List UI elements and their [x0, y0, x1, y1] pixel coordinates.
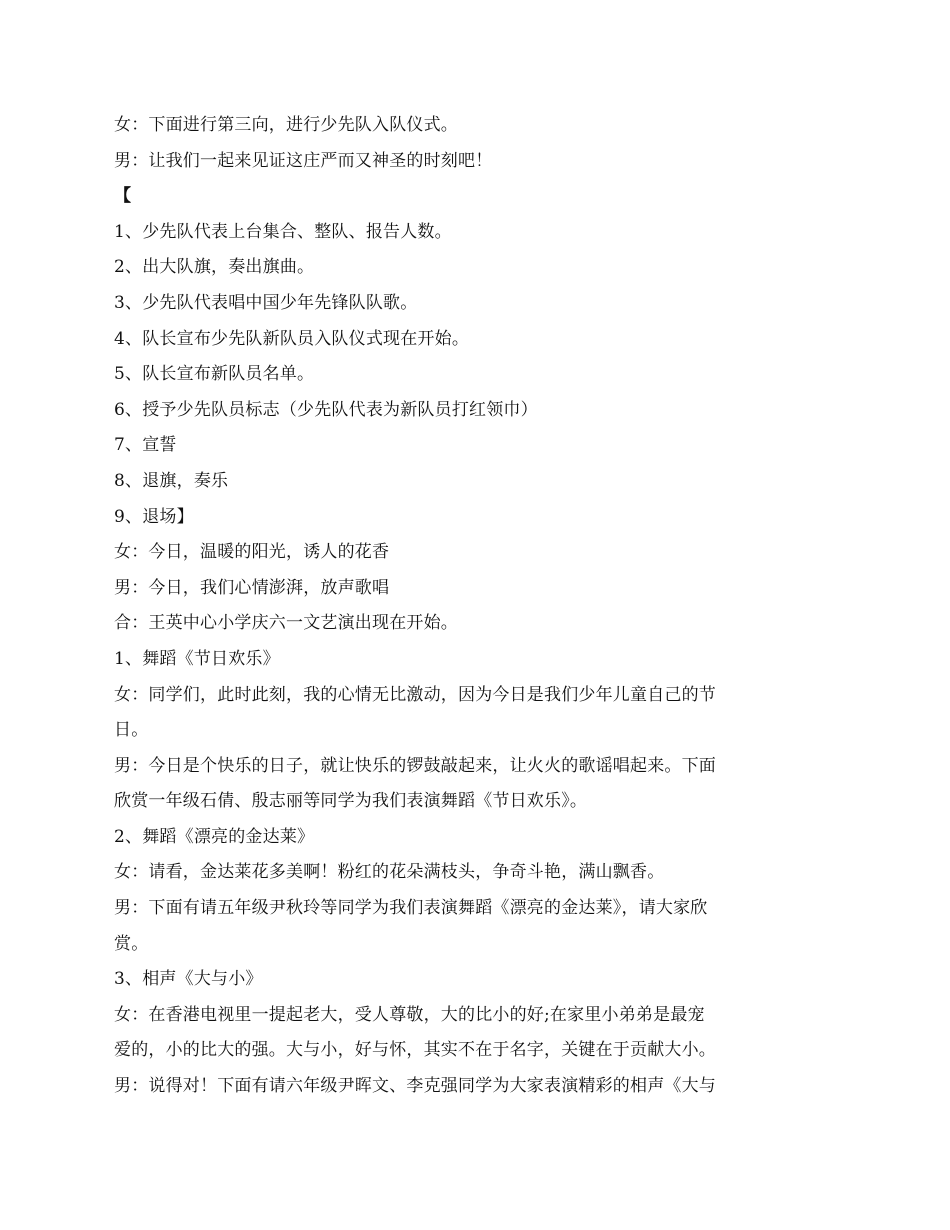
text-line: 女：下面进行第三向，进行少先队入队仪式。 [114, 115, 458, 135]
text-line: 2、舞蹈《漂亮的金达莱》 [114, 826, 315, 847]
text-line: 合：王英中心小学庆六一文艺演出现在开始。 [114, 613, 458, 634]
text-line: 5、队长宣布新队员名单。 [114, 364, 315, 385]
text-line: 爱的，小的比大的强。大与小，好与怀，其实不在于名字，关键在于贡献大小。 [114, 1040, 716, 1061]
text-line: 男：下面有请五年级尹秋玲等同学为我们表演舞蹈《漂亮的金达莱》，请大家欣 [114, 898, 708, 919]
document-body [114, 108, 774, 1105]
text-line: 【 [114, 186, 132, 207]
text-line: 女：在香港电视里一提起老大，受人尊敬，大的比小的好;在家里小弟弟是最宠 [114, 1004, 705, 1025]
text-line: 女：请看，金达莱花多美啊！粉红的花朵满枝头，争奇斗艳，满山飘香。 [114, 862, 665, 883]
text-line: 6、授予少先队员标志（少先队代表为新队员打红领巾） [114, 399, 538, 420]
text-line: 女：同学们，此时此刻，我的心情无比激动，因为今日是我们少年儿童自己的节 [114, 684, 716, 705]
text-line: 男：今日是个快乐的日子，就让快乐的锣鼓敲起来，让火火的歌谣唱起来。下面 [114, 755, 716, 776]
text-line: 1、少先队代表上台集合、整队、报告人数。 [114, 221, 452, 242]
text-line: 欣赏一年级石倩、殷志丽等同学为我们表演舞蹈《节日欢乐》。 [114, 791, 588, 812]
text-line: 8、退旗，奏乐 [114, 470, 229, 491]
text-line: 3、相声《大与小》 [114, 969, 263, 990]
text-line: 1、舞蹈《节日欢乐》 [114, 648, 280, 669]
text-line: 2、出大队旗，奏出旗曲。 [114, 257, 315, 278]
text-line: 3、少先队代表唱中国少年先锋队队歌。 [114, 292, 418, 313]
text-line: 男：今日，我们心情澎湃，放声歌唱 [114, 577, 390, 598]
text-line: 赏。 [114, 933, 149, 954]
text-line: 4、队长宣布少先队新队员入队仪式现在开始。 [114, 328, 470, 349]
text-line: 9、退场】 [114, 506, 194, 527]
text-line: 日。 [114, 720, 149, 741]
text-line: 男：说得对！下面有请六年级尹晖文、李克强同学为大家表演精彩的相声《大与 [114, 1076, 716, 1097]
text-line: 女：今日，温暖的阳光，诱人的花香 [114, 542, 390, 563]
text-line: 7、宣誓 [114, 435, 177, 456]
text-line: 男：让我们一起来见证这庄严而又神圣的时刻吧！ [114, 150, 493, 171]
